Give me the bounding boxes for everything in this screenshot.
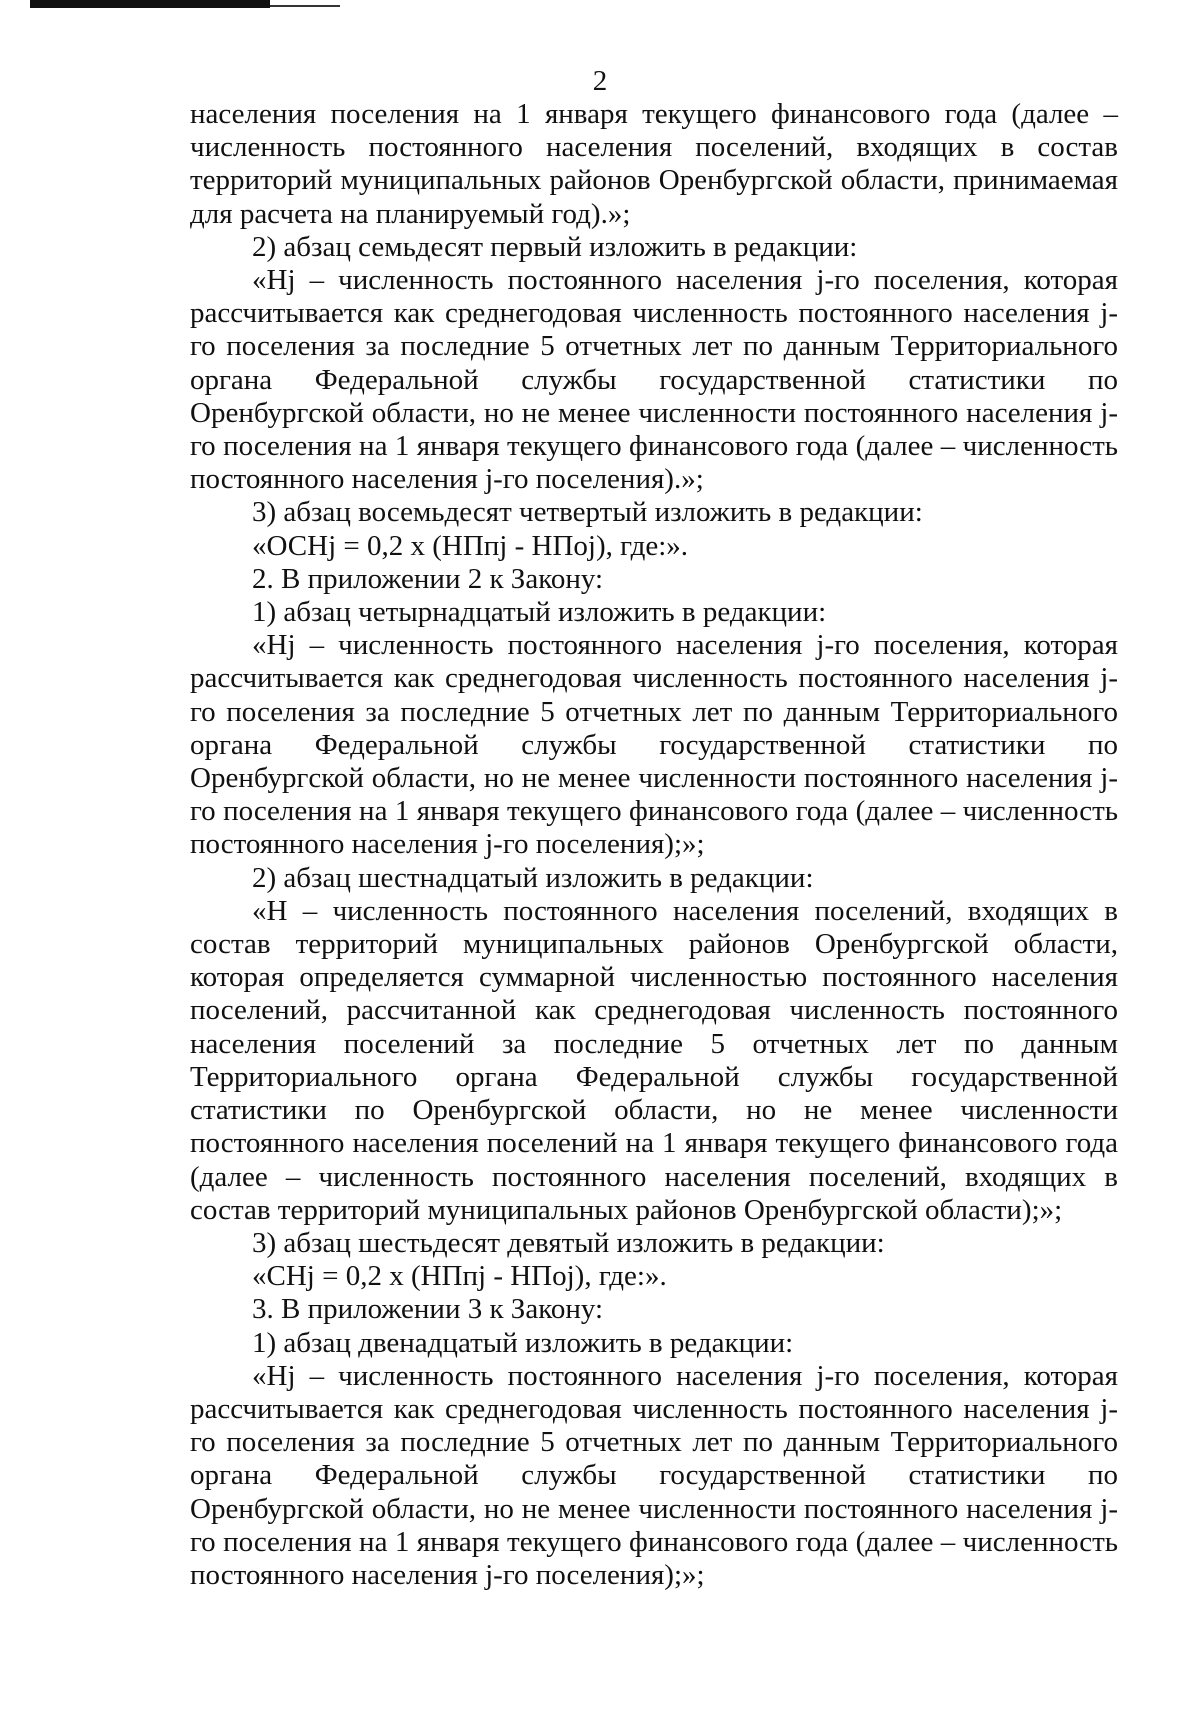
paragraph-item-1c: 1) абзац двенадцатый изложить в редакции: bbox=[252, 1326, 794, 1359]
page-number: 2 bbox=[592, 65, 608, 97]
paragraph-formula-shj: «СHj = 0,2 x (НПпj - НПоj), где:». bbox=[252, 1260, 667, 1293]
paragraph-continuation: населения поселения на 1 января текущего финансового года (далее – численность постоянного населения поселений, входящих в состав территорий муниципальных районов Оренбургской области, принимаемая для расчета на планируемый год).»; bbox=[190, 98, 1118, 230]
paragraph-formula-oshj: «ОСHj = 0,2 x (НПпj - НПоj), где:». bbox=[252, 529, 689, 562]
scan-edge-mark-thin bbox=[270, 5, 340, 7]
paragraph-section-3: 3. В приложении 3 к Закону: bbox=[252, 1293, 604, 1326]
paragraph-item-1: 1) абзац четырнадцатый изложить в редакции: bbox=[252, 596, 827, 629]
paragraph-definition-hj-3: «Hj – численность постоянного населения j-го поселения, которая рассчитывается как среднегодовая численность постоянного населения j-го поселения за последние 5 отчетных лет по данным Территориального органа Федеральной службы государственной статистики по Оренбургской области, но не менее численности постоянного населения j-го поселения на 1 января текущего финансового года (далее – численность постоянного населения j-го поселения);»; bbox=[190, 1359, 1118, 1591]
paragraph-definition-h: «Н – численность постоянного населения поселений, входящих в состав территорий муниципальных районов Оренбургской области, которая определяется суммарной численностью постоянного населения поселений, рассчитанной как среднегодовая численность постоянного населения поселений за последние 5 отчетных лет по данным Территориального органа Федеральной службы государственной статистики по Оренбургской области, но не менее численности постоянного населения поселений на 1 января текущего финансового года (далее – численность постоянного населения поселений, входящих в состав территорий муниципальных районов Оренбургской области);»; bbox=[190, 894, 1118, 1226]
paragraph-section-2: 2. В приложении 2 к Закону: bbox=[252, 562, 604, 595]
paragraph-item-2b: 2) абзац шестнадцатый изложить в редакции: bbox=[252, 861, 814, 894]
paragraph-definition-hj: «Hj – численность постоянного населения j-го поселения, которая рассчитывается как среднегодовая численность постоянного населения j-го поселения за последние 5 отчетных лет по данным Территориального органа Федеральной службы государственной статистики по Оренбургской области, но не менее численности постоянного населения j-го поселения на 1 января текущего финансового года (далее – численность постоянного населения j-го поселения).»; bbox=[190, 264, 1118, 496]
document-body bbox=[190, 98, 1118, 1592]
paragraph-item-2: 2) абзац семьдесят первый изложить в редакции: bbox=[252, 230, 858, 263]
scan-edge-mark bbox=[30, 0, 270, 8]
paragraph-item-3: 3) абзац восемьдесят четвертый изложить в редакции: bbox=[252, 496, 923, 529]
paragraph-item-3b: 3) абзац шестьдесят девятый изложить в редакции: bbox=[252, 1226, 885, 1259]
paragraph-definition-hj-2: «Hj – численность постоянного населения j-го поселения, которая рассчитывается как среднегодовая численность постоянного населения j-го поселения за последние 5 отчетных лет по данным Территориального органа Федеральной службы государственной статистики по Оренбургской области, но не менее численности постоянного населения j-го поселения на 1 января текущего финансового года (далее – численность постоянного населения j-го поселения);»; bbox=[190, 629, 1118, 861]
